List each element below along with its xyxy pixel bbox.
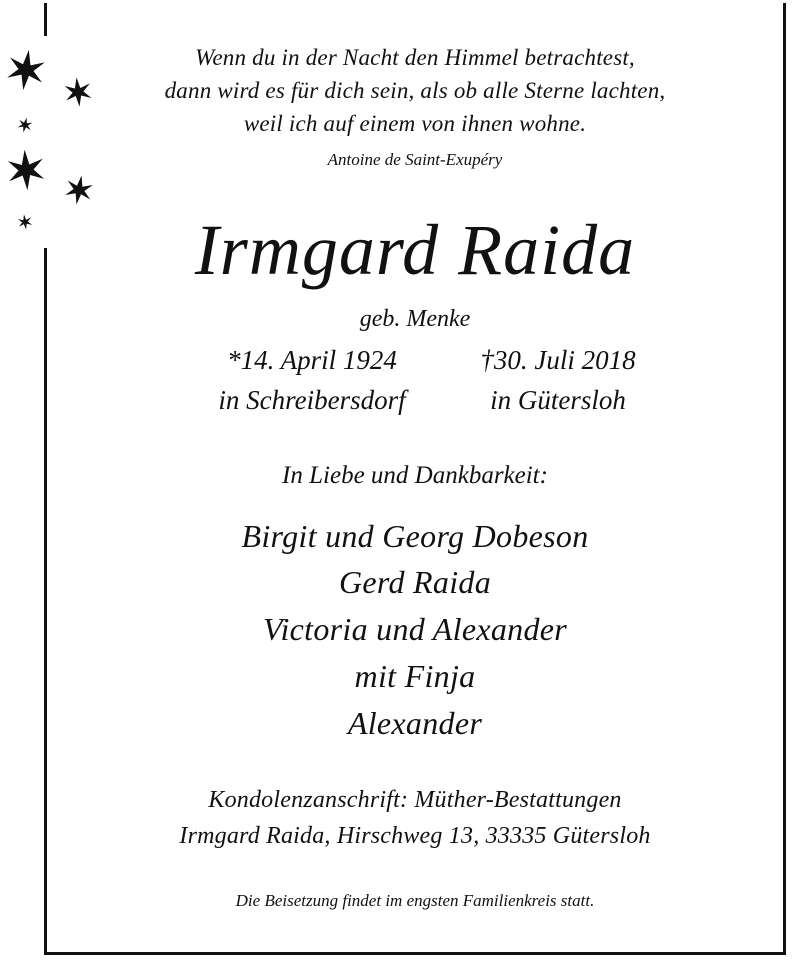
birth-place: in Schreibersdorf [218, 385, 406, 415]
star-icon [17, 213, 32, 230]
death-place: in Gütersloh [490, 385, 626, 415]
star-icon [64, 173, 94, 206]
quote-author: Antoine de Saint-Exupéry [327, 150, 503, 169]
condolence-line-2: Irmgard Raida, Hirschweg 13, 33335 Gütersloh [179, 823, 651, 849]
condolence-line-1: Kondolenzanschrift: Müther-Bestattungen [208, 787, 622, 813]
mourner-name: Victoria und Alexander [262, 611, 568, 647]
mourners-heading: In Liebe und Dankbarkeit: [282, 462, 548, 489]
star-icon [6, 47, 46, 92]
mourner-name: Alexander [347, 705, 483, 741]
mourner-name: Birgit und Georg Dobeson [241, 518, 589, 554]
star-icon [7, 149, 45, 192]
star-icon [17, 116, 33, 134]
quote-line-3: weil ich auf einem von ihnen wohne. [243, 111, 587, 136]
birth-date: *14. April 1924 [227, 345, 397, 375]
death-date: †30. Juli 2018 [480, 345, 636, 375]
burial-note: Die Beisetzung findet im engsten Familienkreis statt. [235, 891, 595, 910]
quote-line-1: Wenn du in der Nacht den Himmel betrachtest, [195, 45, 635, 70]
quote-line-2: dann wird es für dich sein, als ob alle Sterne lachten, [164, 78, 666, 103]
maiden-name: geb. Menke [359, 306, 471, 332]
mourner-name: mit Finja [354, 658, 476, 694]
deceased-name: Irmgard Raida [194, 210, 636, 290]
mourner-name: Gerd Raida [338, 564, 491, 600]
